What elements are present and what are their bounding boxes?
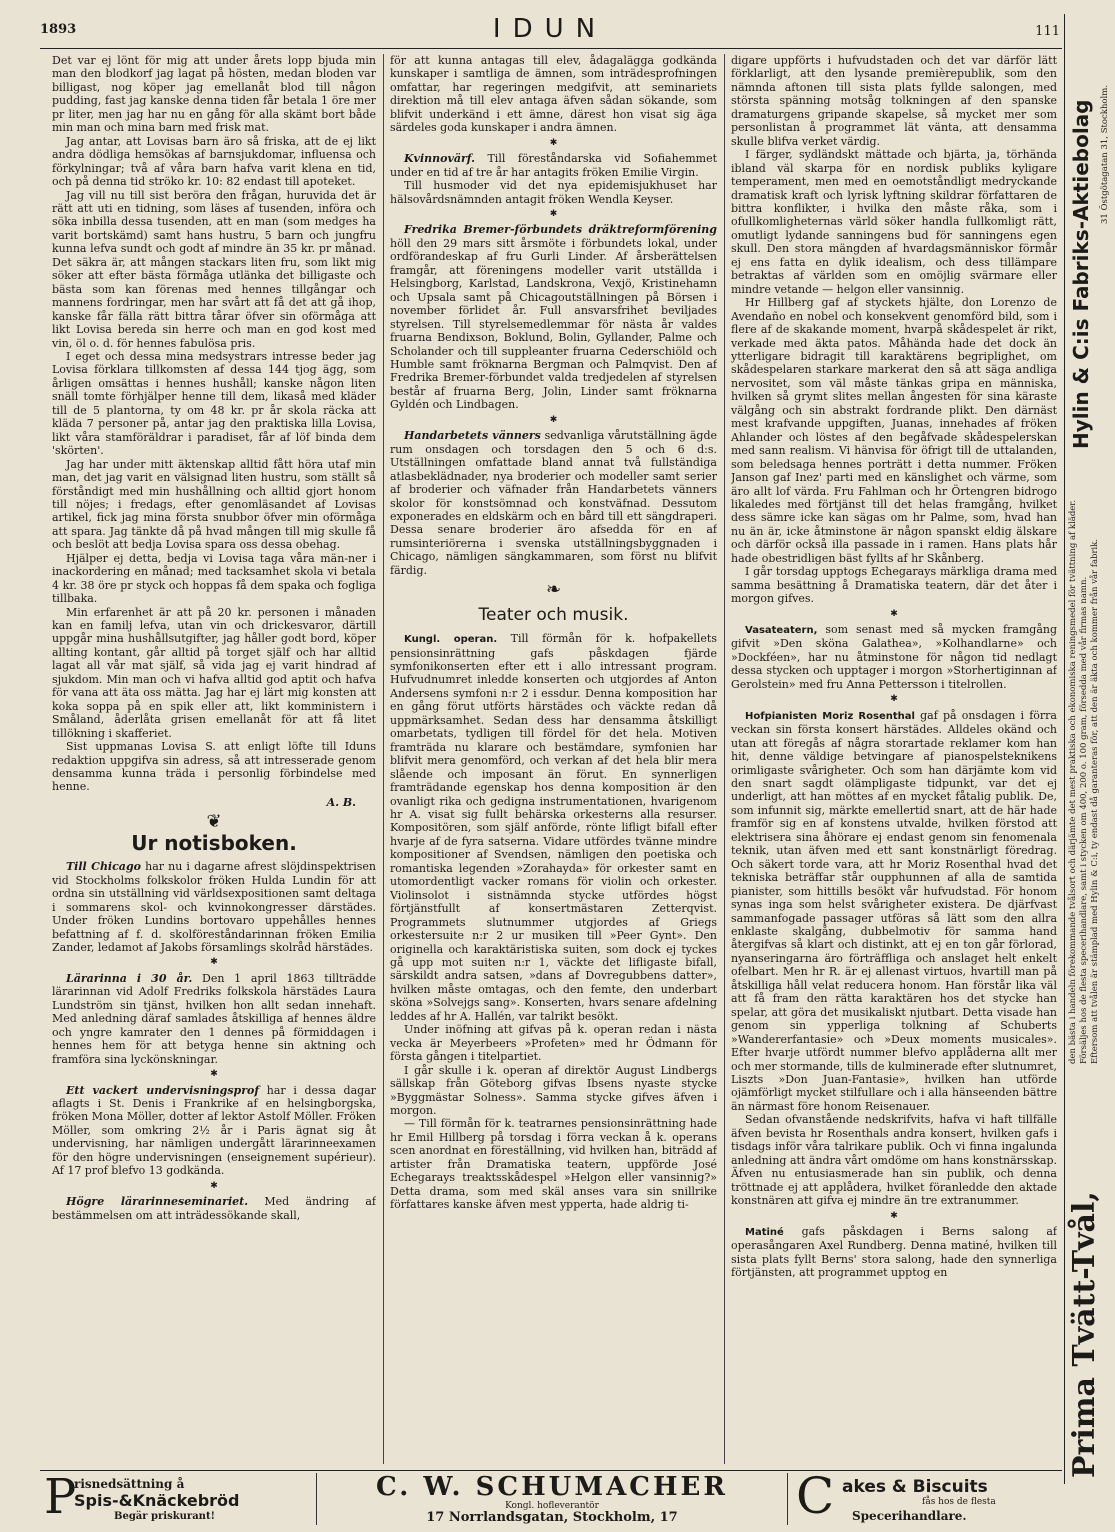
notice-item — [390, 179, 717, 206]
side-ad-line: Eftersom att tvålen är stämplad med Hylin & C:i, ty endast då garanteras för, att den är äkta och kommer från vår fabrik. — [1090, 538, 1100, 1064]
side-advertisement — [1064, 14, 1115, 1484]
separator-star-icon: ✱ — [210, 1180, 218, 1191]
ad-initial: P — [44, 1469, 77, 1525]
header-rule — [40, 48, 1062, 49]
article-paragraph: Jag antar, att Lovisas barn äro så friska, att de ej likt andra dödliga hemsökas af barnsjukdomar, influensa och förkylningar; två af våra barn hafva varit klena en tid, och på denna tid ströko kr. 10: 82 endast till apoteket. — [52, 134, 376, 189]
notice-text: Till förmån för k. hofpakellets pensionsinrättning gafs påskdagen fjärde symfonikonserten efter ett i allo intressant program. Hufvudnumret inledde konserten och utgjordes af Anton Andersens symfoni n:r 2 i essdur. Denna komposition har en gång förut utförts härstädes och väckte redan då uppmärksamhet. Sedan dess har densamma åtskilligt omarbetats, tydligen till fördel för det hela. Motiven framträda nu klarare och bestämdare, symfonien har blifvit mera genomförd, och verkan af det hela blir mera slående och imposant än förut. En synnerligen framträdande egenskap hos denna komposition är den ovanligt rika och gedigna instrumentationen, hvarigenom hr A. visat sig fullt behärska orkesterns alla resurser. Kompositören, som själf anförde, rönte lifligt bifall efter hvarje af de fyra satserna. Vidare utfördes tvänne mindre kompositioner af Svendsen, nämligen den poetiska och romantiska legenden »Zorahayda» för orkester samt en utomordentligt vacker romans för violin och orkester. Violinsolot i sistnämnda stycke utfördes högst förtjänstfullt af konsertmästaren Zetterqvist. Programmets slutnummer utgjordes af Griegs orkestersuite n:r 2 ur musiken till »Peer Gynt». Den originella och karaktäristiska suiten, som dock ej tyckes gå upp mot suiten n:r 1, väckte det lifligaste bifall, särskildt andra satsen, »dans af Dovregubbens datter», hvilken måste omtagas, och den femte, den underbart sköna »Solvejgs sang». Konserten, hvars senare afdelning leddes af hr A. Hallén, var talrikt besökt. — [390, 632, 717, 1023]
notice-text: Med ändring af bestämmelsen om att inträdessökande skall, — [52, 1195, 376, 1222]
article-paragraph: Hr Hillberg gaf af styckets hjälte, don Lorenzo de Avendaño en nobel och konsekvent genomförd bild, som i flere af de skakande moment, hvarpå skådespelet är rikt, verkade med äkta patos. Måhända hade det dock än ytterligare bidragit till karaktärens begriplighet, om skådespelaren starkare markerat den så att säga andliga nervositet, som väl måste tänkas gripa en människa, hvilken så grymt slites mellan ångesten för sina käraste välgång och sin abstrakt fordrande plikt. Den därnäst mest krafvande uppgiften, Juanas, innehades af fröken Ahlander och löstes af den begåfvade skådespelerskan med sann realism. Vi hänvisa för öfrigt till de uttalanden, som beledsaga hennes porträtt i detta nummer. Fröken Janson gaf Inez' parti med en känslighet och värme, som äro allt lof värda. Fru Fahlman och hr Örtengren bidrogo likaledes med förtjänst till det helas framgång, hvilket dess sämre icke kan sägas om hr Palme, som, hvad han nu än är, icke åtminstone är någon spanskt eldig älskare och därför också illa passade in i ramen. Hans plats hår hade obestridligen bäst fyllts af hr Skånberg. — [731, 296, 1057, 565]
ornament-icon: ❧ — [545, 579, 562, 601]
separator-star-icon: ✱ — [210, 1069, 218, 1080]
article-paragraph: I färger, sydländskt mättade och bjärta, ja, törhända ibland väl skarpa för en nordisk publiks kyligare temperament, men med en oemotståndligt medryckande dramatisk kraft och lyrisk lyftning skildrar författaren de bittra konflikter, i hvilka den måste råka, som i ofullkomligheternas värld söker handla fullkomligt rätt, omutligt lydande sanningens bud för sanningens egen skull. Den stora mängden af hvardagsmänniskor förmår ej ens fatta en dylik idealism, och dess tillämpare betraktas af världen som en omöjlig svärmare eller mindre vetande — helgon eller vansinnig. — [731, 148, 1057, 296]
notice-text: har nu i dagarne afrest slöjdinspektrisen vid Stockholms folkskolor fröken Hulda Lundin för att ordna sin utställning vid världsexpositionen samt deltaga i sommarens skol- och kvinnokongresser därstädes. Under fröken Lundins bortovaro uppehålles hennes befattning af f. d. skolföreståndarinnan fröken Emilia Zander, ledamot af Jakobs församlings skolråd härstädes. — [52, 860, 376, 954]
notice-item — [52, 1084, 376, 1178]
side-ad-line: Försäljes hos de flesta specerihandlare, samt i stycken om 400, 200 o. 100 gram, försedda med vår firmas namn. — [1079, 576, 1089, 1064]
notice-heading: Kungl. operan. — [404, 634, 498, 646]
ad-knackebrod — [44, 1469, 304, 1525]
column-2 — [390, 54, 717, 1464]
notice-heading: Kvinnovärf. — [404, 152, 475, 166]
notice-text: — Till förmån för k. teatrarnes pensionsinrättning hade hr Emil Hillberg på torsdag i förra veckan å k. operans scen anordnat en föreställning, vid hvilken han, biträdd af artister från Dramatiska teatern, uppförde José Echegarays treaktsskådespel »Helgon eller vansinnig?» Detta drama, som med skäl anses vara sin snillrike författares kanske äfven mest ypperta, hade aldrig ti- — [390, 1117, 717, 1212]
header-year: 1893 — [40, 22, 77, 37]
notice-heading: Hofpianisten Moriz Rosenthal — [745, 710, 915, 722]
notice-item — [731, 1225, 1057, 1280]
notice-text: Sedan ofvanstående nedskrifvits, hafva vi haft tillfälle äfven bevista hr Rosenthals andra konsert, hvilken gafs i tisdags inför våra talrikare publik. Och vi finna ingalunda anledning att ändra vårt omdöme om hans konstnärsskap. Äfven nu entusiasmerade han sin publik, och denna tröttnade ej att applådera, hvilket föranledde den aktade konstnären att gifva ej mindre än tre extranummer. — [731, 1113, 1057, 1208]
side-ad-company: Hylin & C:is Fabriks-Aktiebolag — [1069, 99, 1093, 449]
separator-star-icon: ✱ — [549, 414, 558, 425]
separator-star-icon: ✱ — [210, 957, 218, 968]
column-divider — [724, 54, 725, 1464]
notice-heading: Matiné — [745, 1226, 784, 1238]
side-ad-title: Prima Tvätt-Tvål, — [1067, 1191, 1102, 1478]
ad-line: fås hos de flesta — [922, 1497, 996, 1507]
notice-text: gafs påskdagen i Berns salong af operasångaren Axel Rundberg. Denna matiné, hvilken till sista plats fyllt Berns' stora salong, hade den synnerliga förtjänsten, att programmet upptog en — [731, 1224, 1057, 1280]
separator-star-icon: ✱ — [549, 137, 558, 148]
notice-item — [731, 709, 1057, 1114]
notice-item — [390, 1023, 717, 1063]
notice-text: sedvanliga vårutställning ägde rum onsdagen och torsdagen den 5 och 6 d:s. Utställningen omfattade bland annat två fullständiga atlasbeklädnader, nya broderier och modeller samt serier af broderier och väfnader från Handarbetets vänners skolor för konstsömnad och konstväfnad. Dessutom exponerades en eldskärm och en bård till ett sängdraperi. Dessa senare broderier äro afsedda för en af rumsinteriörerna i svenska utställningsbyggnaden i Chicago, nämligen sängkammaren, som först nu blifvit färdig. — [390, 429, 717, 577]
notice-item — [52, 860, 376, 954]
notice-text: I går skulle i k. operan af direktör August Lindbergs sällskap från Göteborg gifvas Ibsens nyaste stycke »Byggmästar Solness». Samma stycke gifves äfven i morgon. — [390, 1063, 717, 1117]
article-paragraph: Jag vill nu till sist beröra den frågan, huruvida det är rätt att uti en tidning, som läses af tusenden, införa och söka inbilla dessa tusenden, att en man (som medges ha varit bortskämd) samt hans hustru, 5 barn och jungfru kunna lefva sundt och godt af mindre än 35 kr. pr månad. Det säkra är, att mången stackars liten fru, som likt mig söker att efter bästa förmåga utlänka det billigaste och bästa som kan förenas med hennes tillgångar och mannens fordringar, men har svårt att få det att gå ihop, kanske får fälla rätt bittra tårar öfver sin oförmåga att likt Lovisa bereda sin herre och man en god kost med vin, öl o. d. för hennes fabulösa pris. — [52, 188, 376, 350]
notice-text: har i dessa dagar aflagts i St. Denis i Frankrike af en helsingborgska, fröken Mona Möller, dotter af lektor Astolf Möller. Fröken Möller, som omkring 2½ år i Paris ägnat sig åt undervisning, har nämligen undergått lärarinneexamen för den högre undervisningen (enseignement supérieur). Af 17 prof blefvo 13 godkända. — [52, 1083, 376, 1178]
notice-text: Under inöfning att gifvas på k. operan redan i nästa vecka är Meyerbeers »Profeten» med hr Ödmann för första gången i titelpartiet. — [390, 1023, 717, 1064]
notice-item — [390, 1117, 717, 1211]
column-divider — [383, 54, 384, 1464]
column-1 — [52, 54, 376, 1464]
notice-heading: Vasateatern, — [745, 625, 818, 637]
header-page-number: 111 — [1035, 24, 1060, 39]
separator-star-icon: ✱ — [890, 608, 898, 619]
article-paragraph: Sist uppmanas Lovisa S. att enligt löfte till Iduns redaktion uppgifva sin adress, så att intresserade genom densamma kunna träda i personlig förbindelse med henne. — [52, 740, 376, 794]
article-signature: A. B. — [326, 795, 356, 809]
notice-item — [731, 1113, 1057, 1207]
article-paragraph: Hjälper ej detta, bedja vi Lovisa taga våra män-ner i inackordering en månad; med tacksamhet skola vi betala 4 kr. 38 öre pr styck och hoppas få dem spaka och fogliga tillbaka. — [52, 551, 376, 606]
ad-name: C. W. SCHUMACHER — [376, 1472, 728, 1502]
notice-text: som senast med så mycken framgång gifvit »Den sköna Galathea», »Kolhandlarne» och »Dockféen», har nu åtminstone för någon tid nedlagt dessa stycken och upptager i morgon »Storhertiginnan af Gerolstein» med fru Anna Pettersson i titelrollen. — [731, 623, 1057, 691]
notice-heading: Fredrika Bremer-förbundets dräktreformförening — [404, 223, 717, 237]
article-paragraph: Jag har under mitt äktenskap alltid fått höra utaf min man, det jag varit en välsignad liten hustru, som ställt så förståndigt med min hushållning och alltid gjort honom till nöjes; i fredags, efter genomläsandet af Lovisas artikel, fick jag mina första snubbor öfver min oförmåga att spara. Jag tänkte då på hvad mången till mig skulle få och beslöt att bedja Lovisa spara oss dessa obehag. — [52, 457, 376, 552]
notice-item — [52, 972, 376, 1066]
separator-star-icon: ✱ — [890, 694, 898, 705]
ad-schumacher — [316, 1473, 788, 1525]
ad-initial: C — [796, 1467, 835, 1525]
article-paragraph: Det var ej lönt för mig att under årets lopp bjuda min man den blodkorf jag lagat på hösten, medan bloden var billigast, nog köper jag emellanåt blod till någon pudding, fast jag kanske denna tiden får betala 1 öre mer pr liter, men jag har nu en gång för alla skämt bort både min man och mina barn med frisk mat. — [52, 54, 376, 135]
notice-item — [390, 152, 717, 179]
article-paragraph: I går torsdag upptogs Echegarays märkliga drama med samma besättning å Dramatiska teatern, där det åter i morgon gifves. — [731, 565, 1057, 606]
ad-subtitle: Kongl. hofleverantör — [505, 1501, 599, 1511]
notice-text: Till husmoder vid det nya epidemisjukhuset har hälsovårdsnämnden antagit fröken Wendla Keyser. — [390, 179, 717, 206]
ad-line: Specerihandlare. — [852, 1509, 967, 1523]
notice-item — [390, 223, 717, 411]
notice-item — [390, 429, 717, 577]
section-title-teater: Teater och musik. — [478, 604, 629, 625]
notice-text: Den 1 april 1863 tillträdde lärarinnan vid Adolf Fredriks folkskola härstädes Laura Lundström sin tjänst, hvilken hon allt sedan innehaft. Med anledning däraf samlades åtskilliga af hennes äldre och yngre kamrater den 1 dennes på förmiddagen i hennes hem för att betyga henne sin aktning och framföra sina lyckönskningar. — [52, 971, 376, 1066]
side-ad-line: den bästa i handeln förekommande tvålsort och därjämte det mest praktiska och ekonomiska reningsmedel för tvättning af kläder. — [1068, 499, 1078, 1064]
notice-item — [390, 1064, 717, 1118]
ad-address: 17 Norrlandsgatan, Stockholm, 17 — [426, 1510, 678, 1525]
separator-star-icon: ✱ — [890, 1210, 898, 1221]
separator-star-icon: ✱ — [549, 208, 558, 219]
column-3 — [731, 54, 1057, 1464]
notice-heading: Till Chicago — [66, 860, 141, 874]
notice-heading: Ett vackert undervisningsprof — [66, 1083, 260, 1097]
notice-heading: Handarbetets vänners — [404, 429, 541, 443]
side-ad-address: 31 Östgötagatan 31, Stockholm. — [1100, 84, 1110, 224]
article-paragraph: digare uppförts i hufvudstaden och det var därför lätt förklarligt, att den lysande premièrepublik, som den nämnda aftonen till sista plats fyllde salongen, med största spänning motsåg tolkningen af den spanske dramaturgens gripande skapelse, så mycket mer som personlistan å programmet lät vänta, att densamma skulle blifva verket värdig. — [731, 54, 1057, 148]
ad-line: Spis-&Knäckebröd — [74, 1491, 240, 1510]
notice-text: höll den 29 mars sitt årsmöte i förbundets lokal, under ordförandeskap af fru Gurli Linder. Af årsberättelsen framgår, att föreningens modeller varit utställda i Helsingborg, Karlstad, Landskrona, Vexjö, Kristinehamn och Upsala samt på Chicagoutställningen på Börsen i november förlidet år. Full ansvarsfrihet beviljades styrelsen. Till styrelsemedlemmar för nästa år valdes fruarna Bendixson, Boklund, Bolin, Gyllander, Palme och Scholander och till suppleanter fruarna Cederschiöld och Humble samt fröknarna Bergman och Palmqvist. Den af Fredrika Bremer-förbundet valda tredjedelen af styrelsen består af fruarna Berg, Jolin, Linder samt fröknarna Gyldén och Lindbagen. — [390, 236, 717, 412]
notice-item — [390, 632, 717, 1023]
ad-line: Begär priskurant! — [114, 1511, 215, 1522]
notice-item — [52, 1195, 376, 1222]
header-title: IDUN — [492, 14, 608, 44]
page-header — [40, 14, 1060, 48]
notice-heading: Lärarinna i 30 år. — [66, 971, 193, 985]
article-paragraph: Min erfarenhet är att på 20 kr. personen i månaden kan en familj lefva, utan vin och drickesvaror, därtill uppgår mina hushållsutgifter, jag håller godt bord, köper allting kontant, går alltid på torget själf och har alltid lagat all vår mat själf, så vida jag ej varit hindrad af sjukdom. Min man och vi hafva alltid god aptit och hafva för vana att äta oss mätta. Jag har ej lärt mig konsten att koka soppa på en spik eller att, likt komministern i Småland, åderlåta grisen emellanåt för att få litet tillökning i skafferiet. — [52, 605, 376, 740]
ad-cakes-biscuits — [792, 1467, 1060, 1525]
notice-text: Till föreståndarska vid Sofiahemmet under en tid af tre år har antagits fröken Emilie Virgin. — [390, 152, 717, 179]
ornament-icon: ❦ — [206, 811, 222, 833]
section-title-notisboken: Ur notisboken. — [131, 830, 297, 855]
article-paragraph: I eget och dessa mina medsystrars intresse beder jag Lovisa förklara tillkomsten af dessa 144 tjog ägg, som årligen omsättas i hennes hushåll; kanske någon liten snäll tomte förhjälper henne till dem, likaså med kläder till de 5 plantorna, ty om 48 kr. pr år skola räcka att kläda 7 personer på, antar jag den praktiska lilla Lovisa, likt våra stamföräldrar i paradiset, får af löf binda dem 'skörten'. — [52, 349, 376, 458]
article-paragraph: för att kunna antagas till elev, ådagalägga godkända kunskaper i samtliga de ämnen, som inträdesprofningen omfattar, har regeringen medgifvit, att seminariets direktion må till elev antaga äfven sådan sökande, som blifvit underkänd i ett ämne, därest hon visat sig äga särdeles goda kunskaper i andra ämnen. — [390, 54, 717, 135]
notice-item — [731, 623, 1057, 691]
notice-text: gaf på onsdagen i förra veckan sin första konsert härstädes. Alldeles okänd och utan att föregås af några storartade reklamer kom han hit, denne väldige betvingare af pianospelsteknikens orimligaste svårigheter. Och som han därjämte kom vid den snart sagdt olämpligaste tidpunkt, var det ej underligt, att han möttes af en mycket fåtalig publik. De, som infunnit sig, märkte emellertid snart, att de här hade framför sig en af konstens utvalde, hvilken förstod att elektrisera sina åhörare ej endast genom sin fenomenala teknik, utan äfven med ett sant konstnärligt föredrag. Och säkert torde vara, att hr Moriz Rosenthal hvad det tekniska beträffar står oupphunnen af alla de samtida pianister, som hittills besökt vår hufvudstad. För honom synas inga som helst svårigheter existera. De djärfvast sammanfogade passager utföras så lätt som den allra enklaste skalgång, dubbelmotiv för samma hand återgifvas så klart och distinkt, att ej en ton går förlorad, nyanseringarna äro förträffliga och anslaget helt enkelt ofelbart. Men hr R. är ej allenast virtuos, hvartill man på åtskilliga håll velat reducera honom. Han förstår lika väl att få fram den rätta karaktären hos det stycke han spelar, att göra det musikaliskt njutbart. Detta visade han genom sin ypperliga tolkning af Schuberts »Wandererfantasie» och »Deux moments musicales». Efter hvarje utfördt nummer blefvo applåderna allt mer och mer stormande, tills de kulminerade efter slutnumret, Liszts »Don Juan-Fantasie», hvilken han utförde ojämförligt mycket stilfullare och i alla hänseenden bättre än närmast före honom Reisenauer. — [731, 708, 1057, 1113]
footer-advertisements — [40, 1467, 1062, 1527]
ad-line: risnedsättning å — [74, 1477, 185, 1491]
ad-line: akes & Biscuits — [842, 1477, 988, 1497]
notice-heading: Högre lärarinneseminariet. — [66, 1195, 249, 1209]
